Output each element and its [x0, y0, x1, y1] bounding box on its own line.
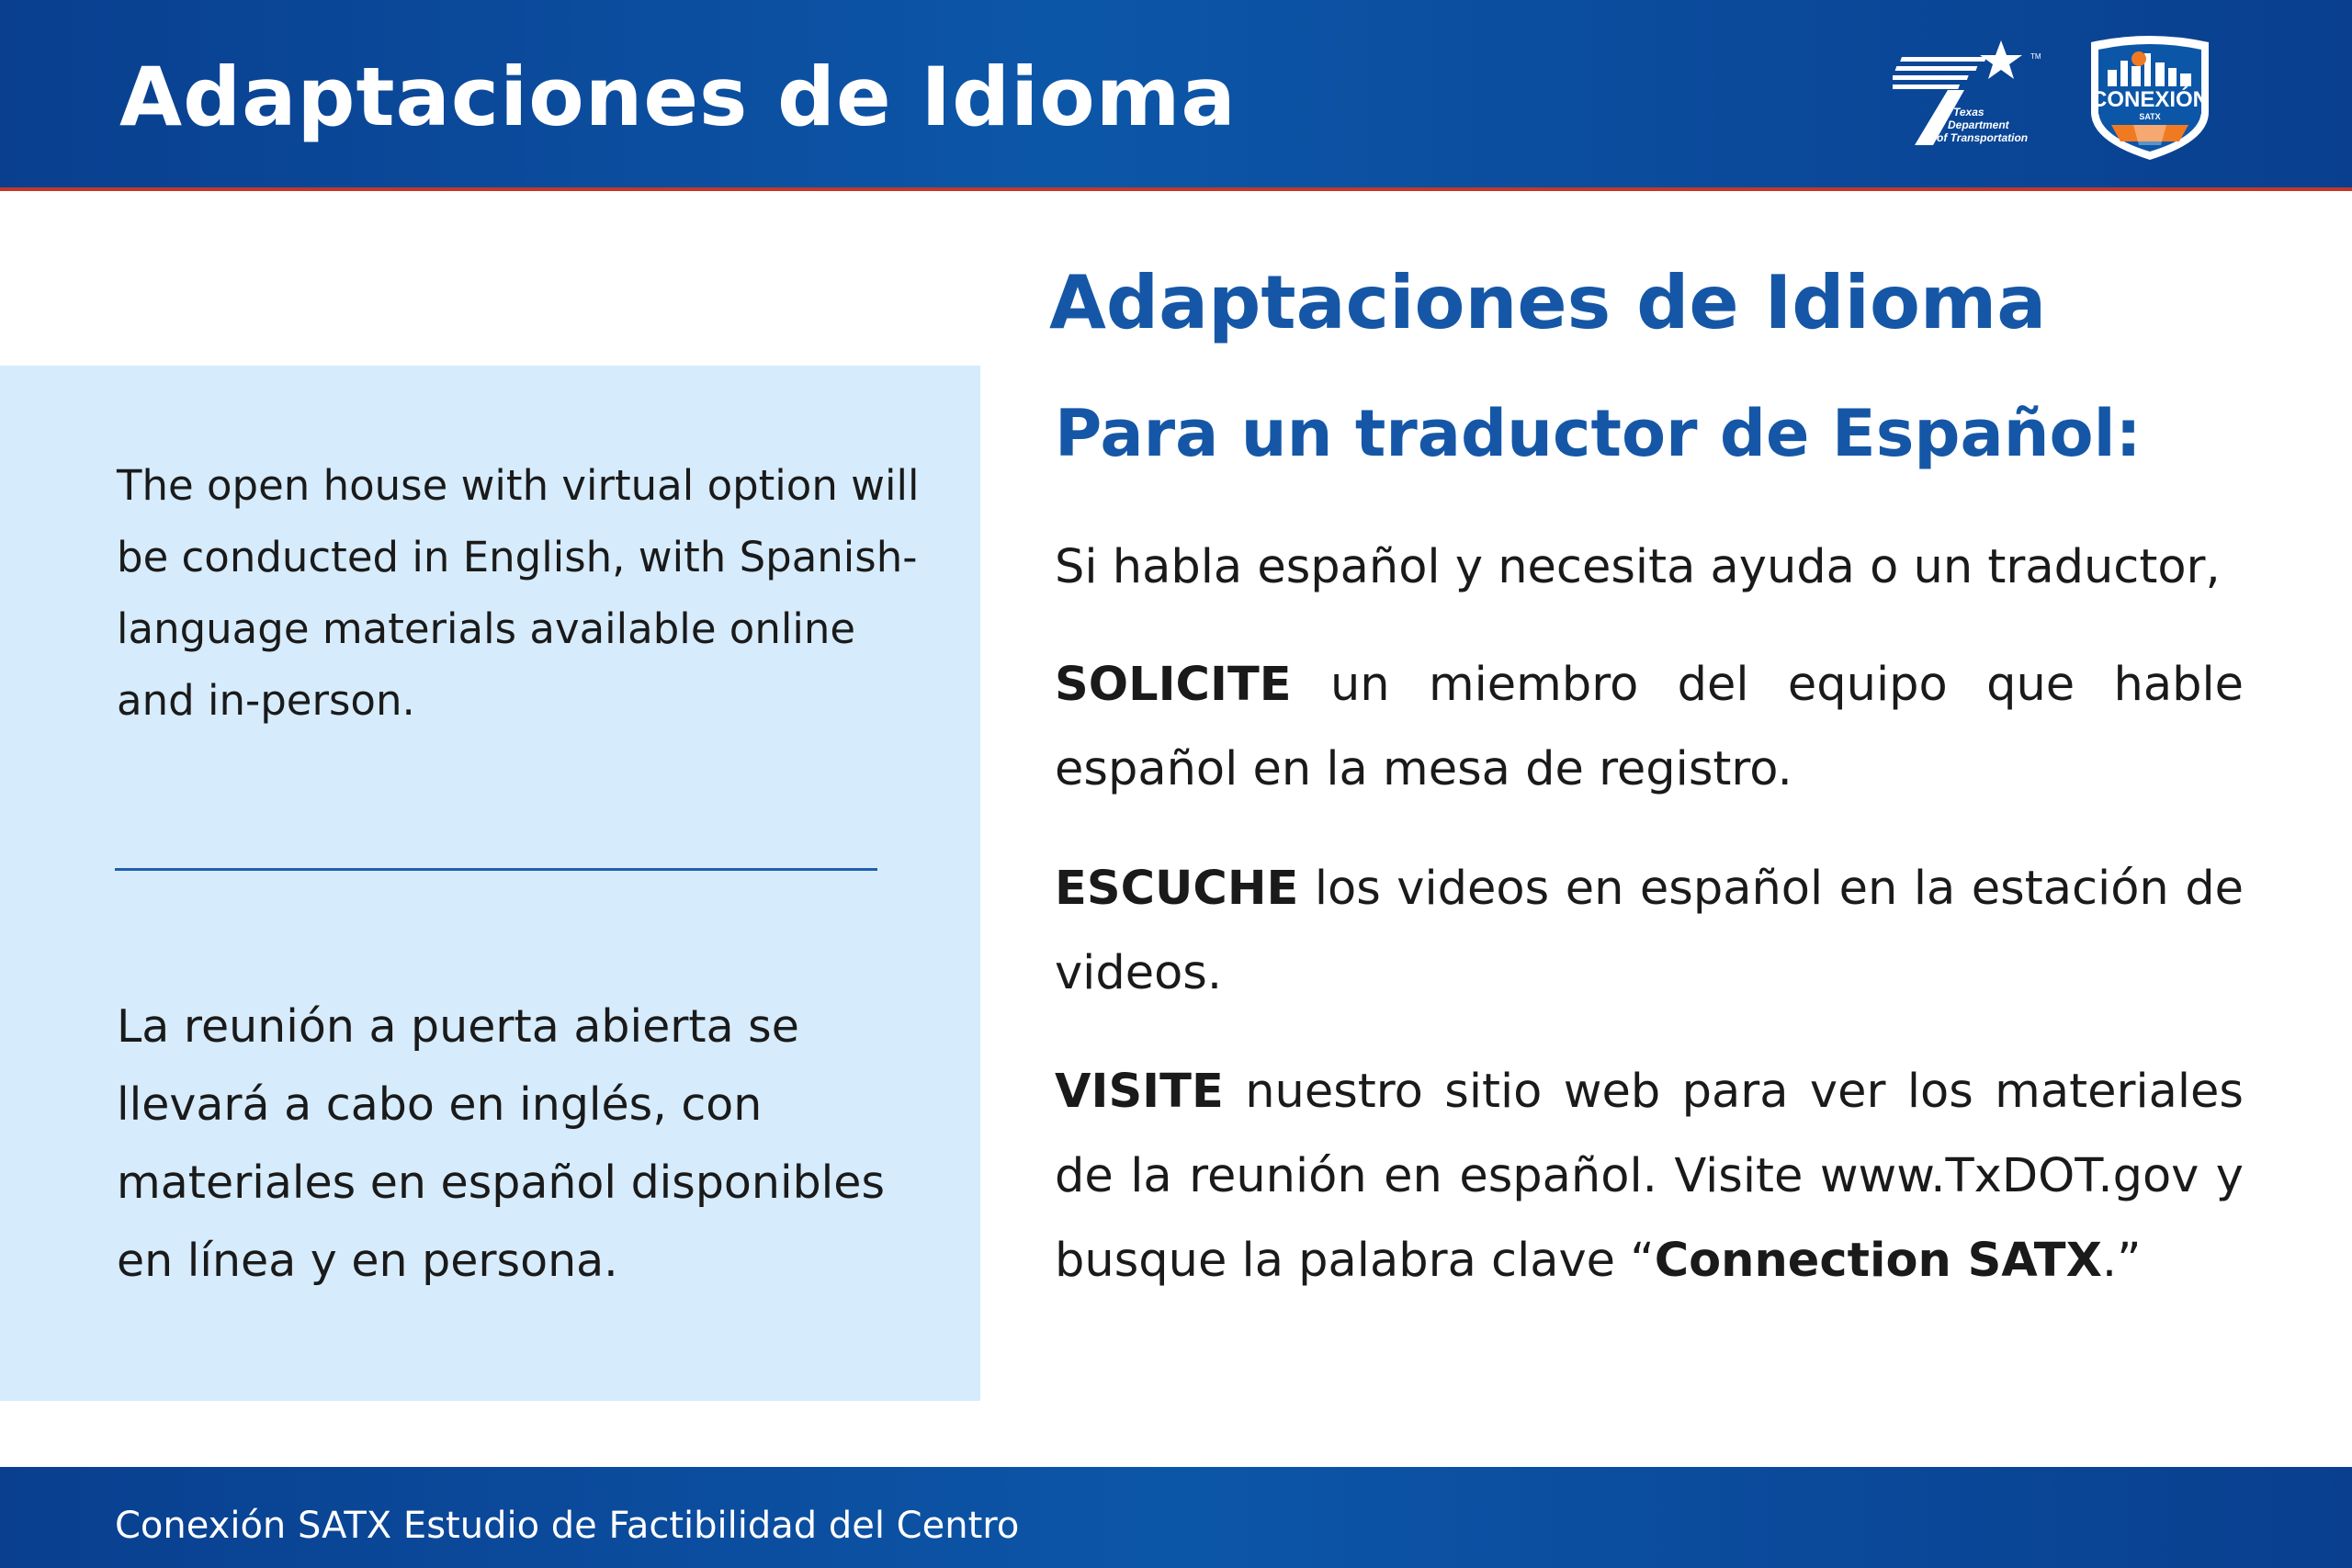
svg-text:SATX: SATX	[2139, 112, 2161, 121]
visite-text: nuestro sitio web para ver los materiales de la reunión en español. Visite www.TxDOT.gov y busque la palabra clave “	[1055, 1065, 2244, 1288]
solicite-keyword: SOLICITE	[1055, 658, 1292, 712]
conexion-satx-logo	[2084, 33, 2216, 164]
panel-divider	[115, 868, 877, 871]
search-keyword: Connection SATX	[1654, 1234, 2102, 1288]
footer-banner	[0, 1467, 2352, 1568]
escuche-keyword: ESCUCHE	[1055, 862, 1299, 916]
svg-text:of Transportation: of Transportation	[1937, 131, 2029, 144]
english-notice-text: The open house with virtual option will be conducted in English, with Spanish-language materials available online and in-person.	[117, 461, 920, 725]
txdot-logo	[1893, 37, 2058, 152]
visite-closing: .”	[2101, 1234, 2142, 1288]
svg-text:Department: Department	[1948, 118, 2009, 131]
visite-keyword: VISITE	[1055, 1065, 1224, 1119]
header-title: Adaptaciones de Idioma	[119, 50, 1237, 144]
spanish-notice-text: La reunión a puerta abierta se llevará a cabo en inglés, con materiales en español disponibles en línea y en persona.	[117, 1000, 885, 1287]
solicite-text: un miembro del equipo que hable español en la mesa de registro.	[1055, 658, 2244, 796]
escuche-text: los videos en español en la estación de videos.	[1055, 862, 2244, 1000]
escuche-paragraph	[1055, 847, 2244, 1016]
svg-text:TM: TM	[2030, 52, 2041, 61]
solicite-paragraph	[1055, 643, 2244, 812]
footer-text: Conexión SATX Estudio de Factibilidad del Centro	[115, 1505, 1020, 1547]
section-subtitle: Para un traductor de Español:	[1055, 396, 2142, 471]
header-banner	[0, 0, 2352, 191]
intro-paragraph: Si habla español y necesita ayuda o un traductor,	[1055, 540, 2221, 594]
section-title: Adaptaciones de Idioma	[1049, 260, 2047, 345]
visite-paragraph	[1055, 1050, 2244, 1303]
svg-text:CONEXIÓN: CONEXIÓN	[2090, 87, 2210, 112]
svg-text:Texas: Texas	[1953, 106, 1984, 118]
